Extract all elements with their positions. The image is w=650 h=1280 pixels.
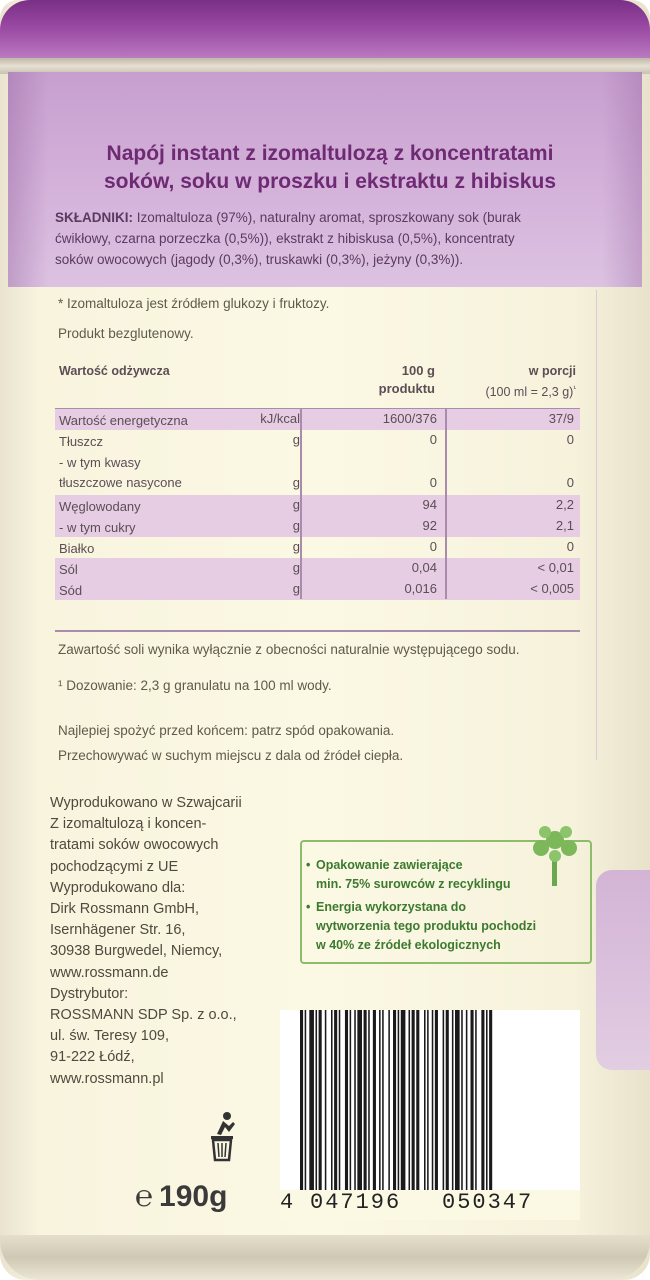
barcode-bar bbox=[388, 1010, 390, 1190]
barcode-bar bbox=[427, 1010, 429, 1190]
value-per-100g: 92 bbox=[422, 518, 437, 533]
barcode-bar bbox=[461, 1010, 463, 1190]
barcode-bar bbox=[471, 1010, 474, 1190]
address-line: tratami soków owocowych bbox=[50, 837, 219, 854]
unit: g bbox=[292, 560, 300, 575]
nutrition-row bbox=[55, 579, 580, 600]
barcode-bar bbox=[354, 1010, 356, 1190]
address-line: Z izomaltulozą i koncen- bbox=[50, 816, 207, 833]
barcode-bar bbox=[443, 1010, 445, 1190]
nutrient-label: Sól bbox=[59, 562, 78, 577]
address-line: Dystrybutor: bbox=[50, 985, 129, 1002]
value-per-100g: 0 bbox=[429, 539, 437, 554]
ingredients-line: Izomaltuloza (97%), naturalny aromat, sproszkowany sok (burak bbox=[133, 210, 521, 225]
barcode-bar bbox=[325, 1010, 327, 1190]
barcode-icon bbox=[280, 1010, 580, 1210]
value-per-portion: 0 bbox=[566, 475, 574, 490]
address-line: www.rossmann.pl bbox=[50, 1070, 164, 1087]
manufacturer-address bbox=[50, 793, 300, 1090]
unit: g bbox=[292, 432, 300, 447]
barcode-bar bbox=[486, 1010, 488, 1190]
eco-item-energy: • Energia wykorzystana do wytworzenia tego produktu pochodzi w 40% ze źródeł ekologicznych bbox=[306, 900, 537, 952]
value-per-100g: 0,04 bbox=[411, 560, 437, 575]
value-per-100g: 0 bbox=[429, 432, 437, 447]
address-line: Wyprodukowano w Szwajcarii bbox=[50, 795, 242, 811]
nutrient-label: Wartość energetyczna bbox=[59, 413, 188, 428]
title-line: Napój instant z izomaltulozą z koncentratami bbox=[106, 142, 554, 165]
barcode-bar bbox=[435, 1010, 438, 1190]
barcode-bar bbox=[319, 1010, 322, 1190]
barcode-bar bbox=[401, 1010, 406, 1210]
barcode-bar bbox=[350, 1010, 352, 1190]
can-bottom-rim bbox=[0, 1235, 650, 1280]
nutrient-label: - w tym kwasy tłuszczowe nasycone bbox=[59, 455, 182, 490]
value-per-portion: 0 bbox=[566, 432, 574, 447]
value-per-portion: 2,1 bbox=[555, 518, 574, 533]
table-column-rule bbox=[300, 408, 302, 599]
nutrient-label: Białko bbox=[59, 541, 95, 556]
salt-note: Zawartość soli wynika wyłącznie z obecności naturalnie występującego sodu. bbox=[58, 642, 520, 657]
barcode-bar bbox=[373, 1010, 376, 1190]
unit: g bbox=[292, 581, 300, 596]
barcode-bar bbox=[364, 1010, 367, 1190]
ingredients bbox=[55, 207, 615, 270]
value-per-portion: 2,2 bbox=[555, 497, 574, 512]
address-line: Wyprodukowano dla: bbox=[50, 879, 186, 896]
unit: g bbox=[292, 475, 300, 490]
nutrient-label: - w tym cukry bbox=[59, 520, 136, 535]
barcode-bar bbox=[334, 1010, 337, 1190]
barcode-bar bbox=[331, 1010, 333, 1190]
ingredients-label: SKŁADNIKI: bbox=[55, 210, 133, 225]
ingredients-line: ćwikłowy, czarna porzeczka (0,5%)), ekstrakt z hibiskusa (0,5%), koncentraty bbox=[55, 231, 515, 246]
recycle-tree-icon bbox=[525, 820, 585, 890]
barcode-bar bbox=[409, 1010, 411, 1190]
barcode-bar bbox=[452, 1010, 454, 1190]
address-line: ROSSMANN SDP Sp. z o.o., bbox=[50, 1007, 237, 1024]
nutrition-header bbox=[55, 358, 580, 409]
value-per-100g: 94 bbox=[422, 497, 437, 512]
col-portion: w porcji (100 ml = 2,3 g)$^{^1}$ bbox=[485, 364, 576, 400]
title-line: soków, soku w proszku i ekstraktu z hibiskus bbox=[103, 170, 556, 193]
nutrient-label: Sód bbox=[59, 583, 83, 598]
barcode-bar bbox=[489, 1010, 492, 1210]
barcode-bar bbox=[446, 1010, 449, 1190]
nutrition-rows bbox=[55, 409, 580, 600]
unit: g bbox=[292, 518, 300, 533]
nutrition-row bbox=[55, 409, 580, 430]
barcode-bar bbox=[466, 1010, 468, 1190]
nutrition-header-label: Wartość odżywcza bbox=[59, 364, 170, 378]
col-100g: 100 g produktu bbox=[378, 363, 435, 396]
value-per-100g: 1600/376 bbox=[382, 411, 437, 426]
gluten-note: Produkt bezglutenowy. bbox=[58, 326, 194, 341]
dose-note: ¹ Dozowanie: 2,3 g granulatu na 100 ml wody. bbox=[58, 678, 332, 693]
address-line: ul. św. Teresy 109, bbox=[50, 1028, 170, 1045]
barcode-digit-first: 4 bbox=[280, 1190, 296, 1215]
best-before-note: Najlepiej spożyć przed końcem: patrz spód opakowania. bbox=[58, 723, 395, 738]
address-line: Isernhägener Str. 16, bbox=[50, 922, 186, 939]
barcode-bar bbox=[300, 1010, 303, 1210]
address-line: pochodzącymi z UE bbox=[50, 858, 179, 875]
barcode-bar bbox=[398, 1010, 400, 1210]
barcode-bar bbox=[481, 1010, 484, 1190]
barcode-bar bbox=[339, 1010, 341, 1190]
barcode-bar bbox=[393, 1010, 396, 1190]
nutrition-row bbox=[55, 537, 580, 558]
nutrition-table bbox=[55, 358, 580, 600]
barcode-bar bbox=[416, 1010, 419, 1190]
barcode-bar bbox=[379, 1010, 381, 1190]
unit: kJ/kcal bbox=[260, 411, 300, 426]
value-per-portion: 37/9 bbox=[548, 411, 574, 426]
side-panel bbox=[596, 290, 650, 760]
unit: g bbox=[292, 539, 300, 554]
barcode-bar bbox=[455, 1010, 460, 1190]
estimated-sign: ℮ bbox=[135, 1180, 154, 1213]
address-line: Dirk Rossmann GmbH, bbox=[50, 901, 200, 918]
barcode-digits-right: 050347 bbox=[442, 1190, 534, 1215]
product-title bbox=[60, 140, 600, 196]
value-per-portion: 0 bbox=[566, 539, 574, 554]
nutrition-row bbox=[55, 451, 580, 495]
unit: g bbox=[292, 497, 300, 512]
nutrition-row bbox=[55, 495, 580, 516]
trash-bin-icon bbox=[205, 1110, 245, 1164]
barcode-digits-left: 047196 bbox=[310, 1190, 402, 1215]
barcode-bar bbox=[475, 1010, 477, 1190]
value-per-100g: 0 bbox=[429, 475, 437, 490]
barcode-bar bbox=[305, 1010, 307, 1210]
barcode-bar bbox=[432, 1010, 434, 1190]
weight-value: 190g bbox=[159, 1180, 228, 1213]
barcode-bar bbox=[424, 1010, 426, 1190]
value-per-portion: < 0,01 bbox=[537, 560, 574, 575]
barcode-bar bbox=[368, 1010, 370, 1190]
storage-note: Przechowywać w suchym miejscu z dala od źródeł ciepła. bbox=[58, 748, 404, 763]
value-per-portion: < 0,005 bbox=[530, 581, 574, 596]
address-line: www.rossmann.de bbox=[50, 964, 169, 981]
nutrition-row bbox=[55, 516, 580, 537]
izomaltuloza-note: * Izomaltuloza jest źródłem glukozy i fruktozy. bbox=[58, 296, 330, 311]
address-line: 30938 Burgwedel, Niemcy, bbox=[50, 943, 223, 960]
nutrition-row bbox=[55, 558, 580, 579]
barcode-bar bbox=[309, 1010, 314, 1190]
barcode-bar bbox=[345, 1010, 348, 1190]
barcode-bar bbox=[316, 1010, 318, 1190]
ingredients-line: soków owocowych (jagody (0,3%), truskawki (0,3%), jeżyny (0,3%)). bbox=[55, 252, 464, 267]
table-column-rule bbox=[445, 408, 447, 599]
barcode-number bbox=[280, 1190, 580, 1220]
address-line: 91-222 Łódź, bbox=[50, 1049, 135, 1066]
nutrient-label: Tłuszcz bbox=[59, 434, 104, 449]
barcode-bar bbox=[382, 1010, 384, 1190]
side-purple-strip bbox=[596, 870, 650, 1070]
table-bottom-rule bbox=[55, 630, 580, 632]
barcode-bar bbox=[412, 1010, 415, 1190]
net-weight bbox=[135, 1180, 227, 1214]
nutrition-row bbox=[55, 430, 580, 451]
nutrient-label: Węglowodany bbox=[59, 499, 141, 514]
value-per-100g: 0,016 bbox=[404, 581, 437, 596]
barcode-bar bbox=[357, 1010, 362, 1190]
eco-item-packaging: • Opakowanie zawierające min. 75% surowców z recyklingu bbox=[306, 858, 511, 891]
